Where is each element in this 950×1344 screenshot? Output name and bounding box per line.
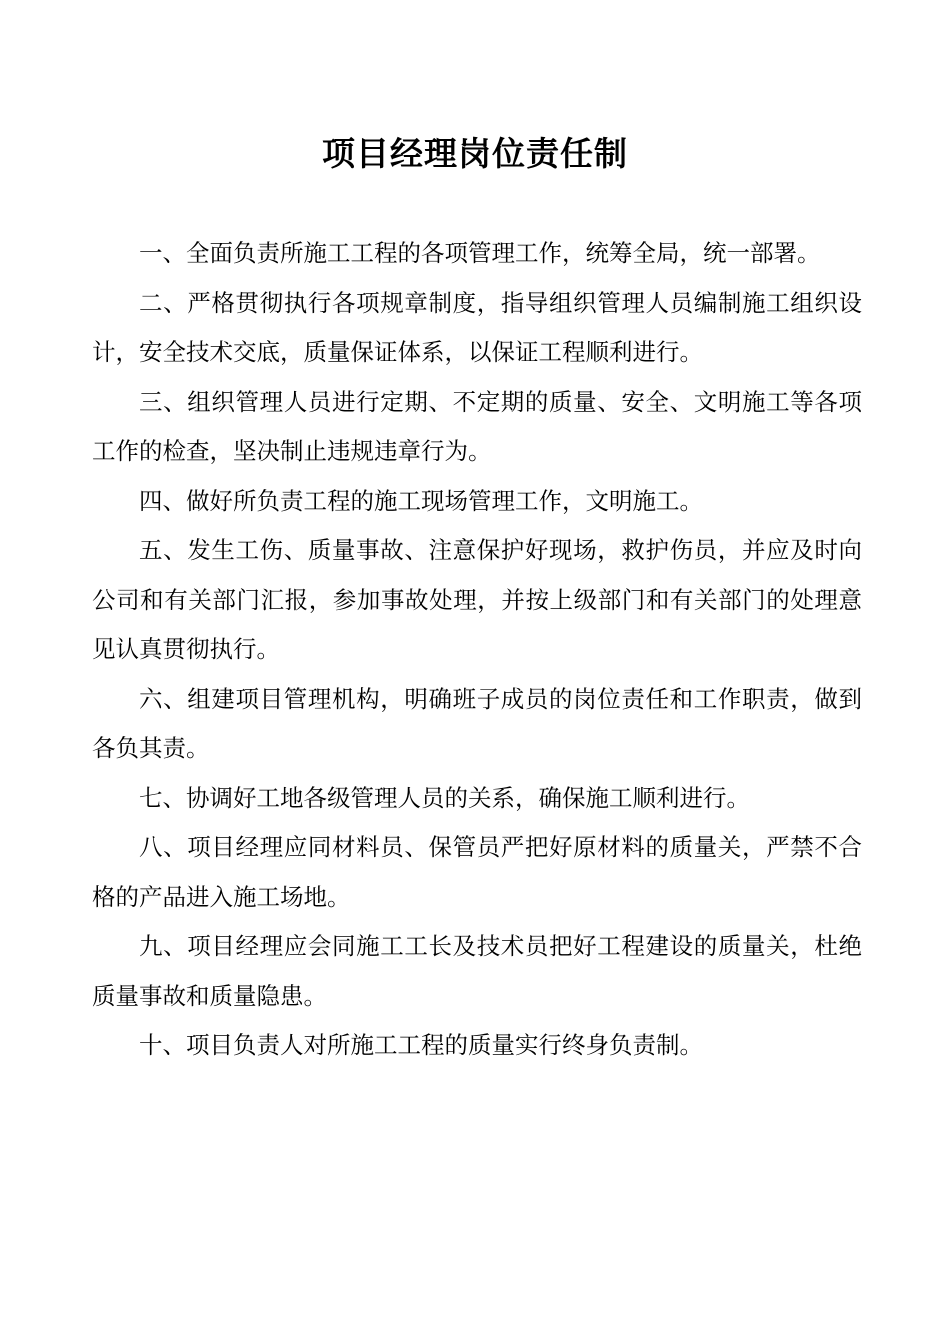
paragraph-5: 五、发生工伤、质量事故、注意保护好现场，救护伤员，并应及时向公司和有关部门汇报，参加事故处理，并按上级部门和有关部门的处理意见认真贯彻执行。 xyxy=(92,536,862,663)
paragraph-7: 七、协调好工地各级管理人员的关系，确保施工顺利进行。 xyxy=(139,783,750,812)
document-body xyxy=(92,229,862,1071)
paragraph-9: 九、项目经理应会同施工工长及技术员把好工程建设的质量关，杜绝质量事故和质量隐患。 xyxy=(92,932,862,1010)
paragraph-8: 八、项目经理应同材料员、保管员严把好原材料的质量关，严禁不合格的产品进入施工场地。 xyxy=(92,833,862,911)
document-title: 项目经理岗位责任制 xyxy=(322,134,628,173)
paragraph-1: 一、全面负责所施工工程的各项管理工作，统筹全局，统一部署。 xyxy=(139,239,821,267)
paragraph-2: 二、严格贯彻执行各项规章制度，指导组织管理人员编制施工组织设计，安全技术交底，质量保证体系，以保证工程顺利进行。 xyxy=(92,288,862,366)
paragraph-4: 四、做好所负责工程的施工现场管理工作，文明施工。 xyxy=(139,486,703,515)
paragraph-3: 三、组织管理人员进行定期、不定期的质量、安全、文明施工等各项工作的检查，坚决制止违规违章行为。 xyxy=(92,387,862,465)
paragraph-6: 六、组建项目管理机构，明确班子成员的岗位责任和工作职责，做到各负其责。 xyxy=(92,684,862,762)
paragraph-10: 十、项目负责人对所施工工程的质量实行终身负责制。 xyxy=(139,1031,703,1059)
